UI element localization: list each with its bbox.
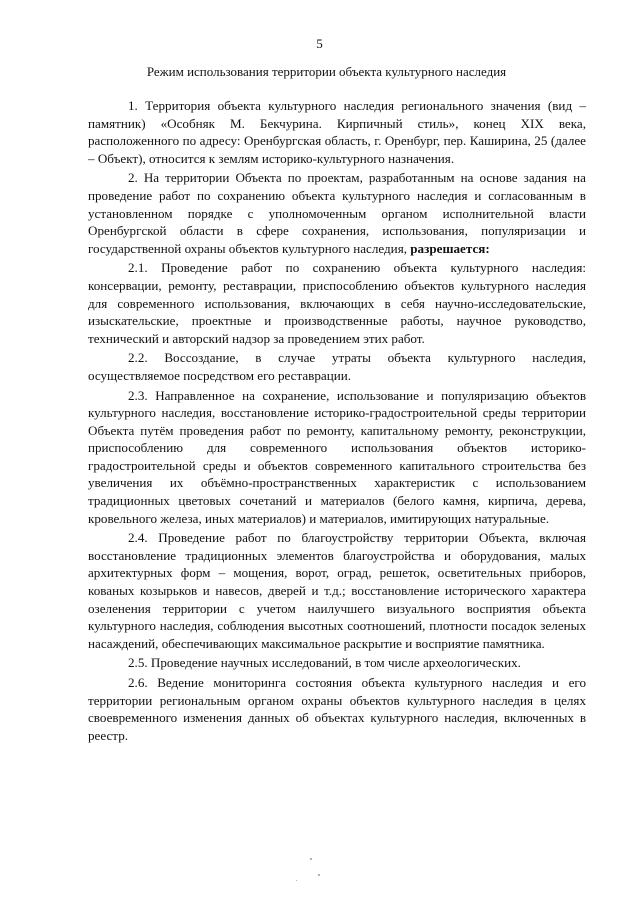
paragraph-2-3-text: 2.3. Направленное на сохранение, использование и популяризацию объектов культурного наследия, восстановление историко-градостроительной среды территории Объекта путём проведения работ по ремонту, капитальному ремонту, реконструкции, приспособлению для современного использования объектов историко-градостроительной среды и объектов современного капитального строительства без увеличения их объёмно-пространственных характеристик с использованием традиционных цветовых сочетаний и материалов (белого камня, кирпича, дерева, кровельного железа, иных материалов) и материалов, имитирующих натуральные.	[88, 387, 586, 526]
page-number: 5	[316, 36, 323, 51]
paragraph-2-3	[88, 387, 586, 528]
paragraph-2-1	[88, 259, 586, 347]
paragraph-2-2	[88, 349, 586, 384]
paragraph-2-4-text: 2.4. Проведение работ по благоустройству территории Объекта, включая восстановление традиционных элементов благоустройства и оборудования, малых архитектурных форм – мощения, ворот, оград, решеток, осветительных приборов, кованых козырьков и навесов, дверей и т.д.; восстановление исторического характера озеленения территории с учетом наилучшего визуального восприятия объекта культурного наследия, соблюдения высотных соотношений, плотности посадок зеленых насаждений, обеспечивающих максимальное раскрытие и восприятие памятника.	[88, 530, 586, 651]
paragraph-2-5	[88, 654, 586, 672]
paragraph-1-text: 1. Территория объекта культурного наследия регионального значения (вид – памятник) «Особняк М. Бекчурина. Кирпичный стиль», конец XIX века, расположенного по адресу: Оренбургская область, г. Оренбург, пер. Каширина, 25 (далее – Объект), относится к землям историко-культурного назначения.	[88, 98, 586, 166]
document-body	[88, 97, 586, 744]
scan-speck	[318, 874, 320, 876]
paragraph-1	[88, 97, 586, 167]
paragraph-2-5-text: 2.5. Проведение научных исследований, в том числе археологических.	[128, 655, 521, 671]
page-title: Режим использования территории объекта культурного наследия	[146, 64, 507, 79]
paragraph-2-text: 2. На территории Объекта по проектам, разработанным на основе задания на проведение работ по сохранению объекта культурного наследия и согласованным в установленном порядке с уполномоченным органом исполнительной власти Оренбургской области в сфере сохранения, использования, популяризации и государственной охраны объектов культурного наследия,	[88, 170, 586, 256]
paragraph-2-2-text: 2.2. Воссоздание, в случае утраты объекта культурного наследия, осуществляемое посредством его реставрации.	[88, 350, 586, 383]
paragraph-2-6	[88, 674, 586, 744]
scan-speck	[310, 858, 312, 860]
paragraph-2-bold: разрешается:	[410, 240, 490, 256]
paragraph-2-1-text: 2.1. Проведение работ по сохранению объекта культурного наследия: консервации, ремонту, реставрации, приспособлению объектов культурного наследия для современного использования, включающих в себя научно-исследовательские, изыскательские, проектные и производственные работы, научное руководство, технический и авторский надзор за проведением этих работ.	[88, 260, 586, 346]
paragraph-2-6-text: 2.6. Ведение мониторинга состояния объекта культурного наследия и его территории региональным органом охраны объектов культурного наследия в целях своевременного изменения данных об объектах культурного наследия, включенных в реестр.	[88, 675, 586, 743]
scan-speck	[296, 880, 297, 881]
paragraph-2	[88, 169, 586, 257]
paragraph-2-4	[88, 529, 586, 652]
